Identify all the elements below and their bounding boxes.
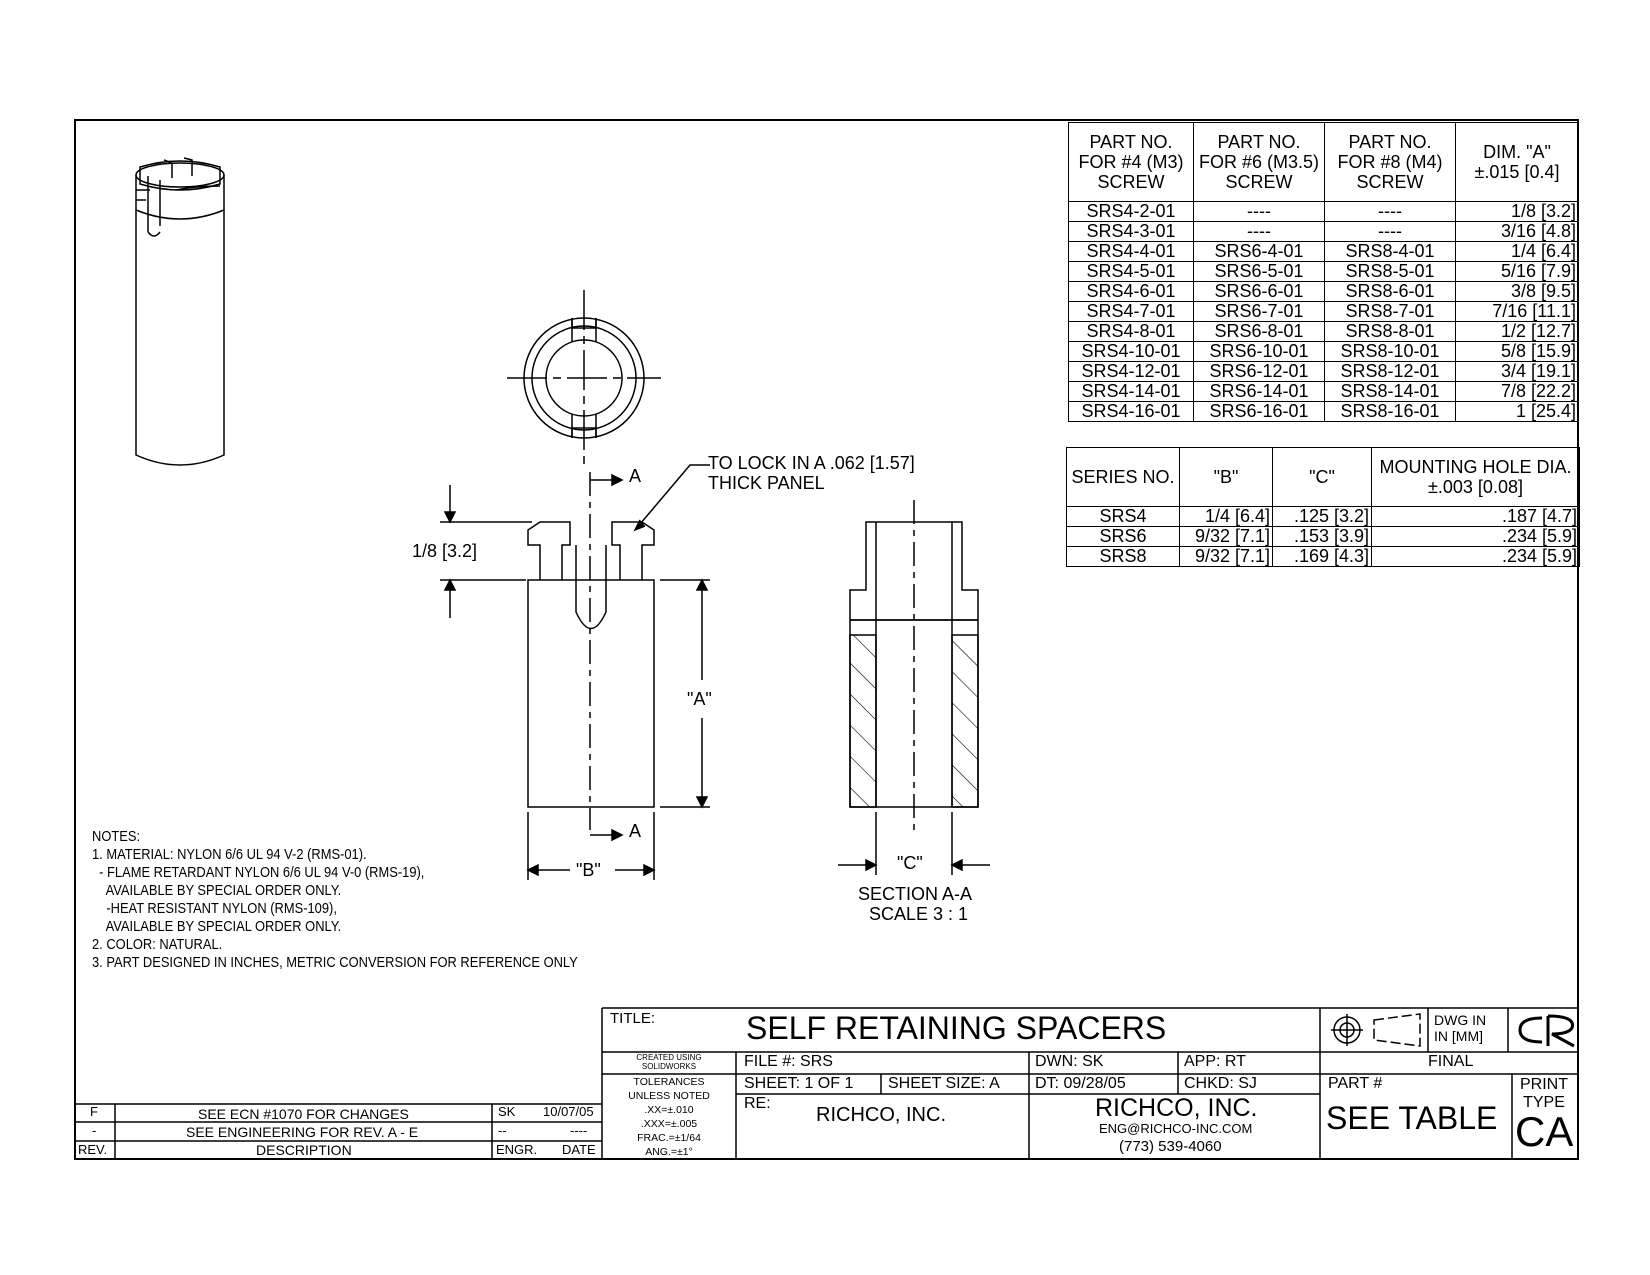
final: FINAL	[1428, 1053, 1474, 1070]
print-type-label: PRINT TYPE	[1520, 1076, 1568, 1111]
part-table-cell: 3/4 [19.1]	[1456, 362, 1579, 382]
dim-a-label: "A"	[687, 689, 712, 709]
part-table-header: PART NO. FOR #8 (M4) SCREW	[1325, 123, 1456, 202]
series-table-cell: 9/32 [7.1]	[1180, 527, 1273, 547]
projection-symbol-icon	[1331, 1014, 1420, 1046]
section-marker-top: A	[629, 466, 642, 486]
part-table-cell: 1/4 [6.4]	[1456, 242, 1579, 262]
dim-b-label: "B"	[576, 860, 601, 880]
part-table-cell: 1/8 [3.2]	[1456, 202, 1579, 222]
company-name: RICHCO, INC.	[1095, 1094, 1258, 1122]
app: APP: RT	[1184, 1053, 1246, 1070]
part-table-cell: SRS6-10-01	[1194, 342, 1325, 362]
part-table-header: PART NO. FOR #6 (M3.5) SCREW	[1194, 123, 1325, 202]
rev-dash-date: ----	[570, 1123, 588, 1138]
part-table-cell: SRS6-6-01	[1194, 282, 1325, 302]
drawing-title: SELF RETAINING SPACERS	[746, 1010, 1167, 1046]
part-table-cell: 5/8 [15.9]	[1456, 342, 1579, 362]
panel-callout: THICK PANEL	[708, 473, 825, 493]
series-table-header: SERIES NO.	[1067, 448, 1180, 507]
part-label: PART #	[1328, 1075, 1383, 1092]
part-table-cell: SRS4-2-01	[1069, 202, 1194, 222]
series-table	[1066, 447, 1580, 567]
tolerance-line: UNLESS NOTED	[628, 1090, 710, 1102]
series-table-cell: SRS6	[1067, 527, 1180, 547]
part-table-cell: SRS4-5-01	[1069, 262, 1194, 282]
part-table-cell: ----	[1325, 222, 1456, 242]
section-scale: SCALE 3 : 1	[869, 904, 969, 924]
part-table-cell: SRS4-10-01	[1069, 342, 1194, 362]
part-table-cell: 5/16 [7.9]	[1456, 262, 1579, 282]
company-email: ENG@RICHCO-INC.COM	[1099, 1121, 1253, 1136]
part-table-cell: 1/2 [12.7]	[1456, 322, 1579, 342]
series-table-cell: .153 [3.9]	[1273, 527, 1372, 547]
part-table-cell: SRS4-4-01	[1069, 242, 1194, 262]
file-number: FILE #: SRS	[744, 1053, 833, 1070]
part-table-cell: SRS6-8-01	[1194, 322, 1325, 342]
section-title: SECTION A-A	[858, 884, 973, 904]
tolerance-line: .XX=±.010	[644, 1104, 694, 1116]
part-table-cell: SRS8-7-01	[1325, 302, 1456, 322]
note-line: NOTES:	[92, 828, 141, 845]
part-table-cell: 3/16 [4.8]	[1456, 222, 1579, 242]
part-table-cell: SRS8-8-01	[1325, 322, 1456, 342]
company-phone: (773) 539-4060	[1119, 1138, 1222, 1155]
rev-f: F	[90, 1104, 98, 1119]
part-table-cell: ----	[1325, 202, 1456, 222]
part-table-row	[1069, 382, 1579, 402]
series-table-row	[1067, 547, 1580, 567]
part-table-cell: SRS8-10-01	[1325, 342, 1456, 362]
part-table-cell: SRS4-16-01	[1069, 402, 1194, 422]
series-table-cell: .234 [5.9]	[1372, 527, 1580, 547]
part-table-cell: SRS6-12-01	[1194, 362, 1325, 382]
rev-dash-engr: --	[498, 1123, 507, 1138]
dwg-units: DWG IN IN [MM]	[1434, 1012, 1487, 1044]
section-marker-bottom: A	[629, 821, 642, 841]
rev-header-date: DATE	[562, 1142, 596, 1157]
part-table-cell: SRS8-16-01	[1325, 402, 1456, 422]
rev-f-engr: SK	[498, 1104, 516, 1119]
part-table-cell: SRS8-14-01	[1325, 382, 1456, 402]
series-table-cell: .125 [3.2]	[1273, 507, 1372, 527]
series-table-header: MOUNTING HOLE DIA. ±.003 [0.08]	[1372, 448, 1580, 507]
series-table-row	[1067, 527, 1580, 547]
series-table-header: "B"	[1180, 448, 1273, 507]
part-table-cell: SRS8-5-01	[1325, 262, 1456, 282]
note-line: AVAILABLE BY SPECIAL ORDER ONLY.	[92, 882, 342, 899]
tolerance-line: TOLERANCES	[633, 1076, 705, 1088]
re-label: RE:	[744, 1095, 771, 1112]
series-table-cell: 1/4 [6.4]	[1180, 507, 1273, 527]
note-line: 1. MATERIAL: NYLON 6/6 UL 94 V-2 (RMS-01).	[92, 846, 367, 863]
part-number-table	[1068, 122, 1579, 422]
series-table-cell: .234 [5.9]	[1372, 547, 1580, 567]
part-table-row	[1069, 322, 1579, 342]
series-table-cell: SRS4	[1067, 507, 1180, 527]
rev-f-desc: SEE ECN #1070 FOR CHANGES	[198, 1106, 409, 1122]
series-table-cell: SRS8	[1067, 547, 1180, 567]
richco-logo	[1520, 1016, 1574, 1046]
part-table-cell: 7/16 [11.1]	[1456, 302, 1579, 322]
part-table-row	[1069, 282, 1579, 302]
part-table-row	[1069, 362, 1579, 382]
series-table-header: "C"	[1273, 448, 1372, 507]
note-line: 2. COLOR: NATURAL.	[92, 936, 223, 953]
note-line: AVAILABLE BY SPECIAL ORDER ONLY.	[92, 918, 342, 935]
part-table-row	[1069, 242, 1579, 262]
part-table-cell: ----	[1194, 222, 1325, 242]
rev-header-desc: DESCRIPTION	[256, 1142, 352, 1158]
part-table-header: DIM. "A" ±.015 [0.4]	[1456, 123, 1579, 202]
dt: DT: 09/28/05	[1035, 1075, 1126, 1092]
rev-header-engr: ENGR.	[496, 1142, 538, 1157]
notes	[92, 828, 578, 972]
part-table-cell: SRS4-6-01	[1069, 282, 1194, 302]
part-table-cell: SRS8-12-01	[1325, 362, 1456, 382]
part-table-cell: SRS6-5-01	[1194, 262, 1325, 282]
part-table-row	[1069, 342, 1579, 362]
rev-f-date: 10/07/05	[543, 1104, 594, 1119]
part-table-cell: SRS6-7-01	[1194, 302, 1325, 322]
tolerance-line: ANG.=±1°	[645, 1146, 693, 1158]
series-table-row	[1067, 507, 1580, 527]
part-table-cell: SRS4-7-01	[1069, 302, 1194, 322]
part-table-cell: SRS4-14-01	[1069, 382, 1194, 402]
series-table-cell: .169 [4.3]	[1273, 547, 1372, 567]
top-view	[507, 290, 661, 466]
part-table-cell: 1 [25.4]	[1456, 402, 1579, 422]
part-table-cell: 7/8 [22.2]	[1456, 382, 1579, 402]
part-table-row	[1069, 402, 1579, 422]
part-table-row	[1069, 262, 1579, 282]
part-value: SEE TABLE	[1326, 1100, 1498, 1136]
part-table-cell: SRS4-12-01	[1069, 362, 1194, 382]
note-line: 3. PART DESIGNED IN INCHES, METRIC CONVERSION FOR REFERENCE ONLY	[92, 954, 578, 971]
part-table-row	[1069, 202, 1579, 222]
lock-callout: TO LOCK IN A .062 [1.57]	[708, 453, 915, 473]
created-using: CREATED USING SOLIDWORKS	[636, 1053, 702, 1071]
note-line: - FLAME RETARDANT NYLON 6/6 UL 94 V-0 (RMS-19),	[92, 864, 425, 881]
rev-header-rev: REV.	[78, 1142, 108, 1157]
part-table-row	[1069, 302, 1579, 322]
part-table-header: PART NO. FOR #4 (M3) SCREW	[1069, 123, 1194, 202]
title-label: TITLE:	[610, 1010, 656, 1027]
part-table-cell: SRS6-16-01	[1194, 402, 1325, 422]
re-value: RICHCO, INC.	[816, 1104, 946, 1126]
dwn: DWN: SK	[1035, 1053, 1104, 1070]
part-table-cell: SRS6-14-01	[1194, 382, 1325, 402]
tolerance-line: .XXX=±.005	[640, 1118, 698, 1130]
chkd: CHKD: SJ	[1184, 1075, 1257, 1092]
part-table-cell: 3/8 [9.5]	[1456, 282, 1579, 302]
sheet: SHEET: 1 OF 1	[744, 1075, 854, 1092]
part-table-cell: SRS4-8-01	[1069, 322, 1194, 342]
print-type: CA	[1515, 1108, 1574, 1155]
part-table-cell: SRS6-4-01	[1194, 242, 1325, 262]
series-table-cell: 9/32 [7.1]	[1180, 547, 1273, 567]
tolerances	[604, 1075, 734, 1159]
rev-dash-desc: SEE ENGINEERING FOR REV. A - E	[186, 1124, 419, 1140]
isometric-view	[136, 158, 224, 465]
dim-eighth-label: 1/8 [3.2]	[412, 541, 478, 561]
part-table-cell: SRS4-3-01	[1069, 222, 1194, 242]
part-table-cell: ----	[1194, 202, 1325, 222]
part-table-cell: SRS8-4-01	[1325, 242, 1456, 262]
part-table-cell: SRS8-6-01	[1325, 282, 1456, 302]
tolerance-line: FRAC.=±1/64	[637, 1132, 701, 1144]
dim-c-label: "C"	[897, 853, 923, 873]
front-view	[440, 465, 710, 880]
sheet-size: SHEET SIZE: A	[888, 1075, 1000, 1092]
series-table-cell: .187 [4.7]	[1372, 507, 1580, 527]
part-table-row	[1069, 222, 1579, 242]
section-view	[838, 500, 990, 875]
rev-dash: -	[92, 1123, 97, 1138]
note-line: -HEAT RESISTANT NYLON (RMS-109),	[92, 900, 337, 917]
